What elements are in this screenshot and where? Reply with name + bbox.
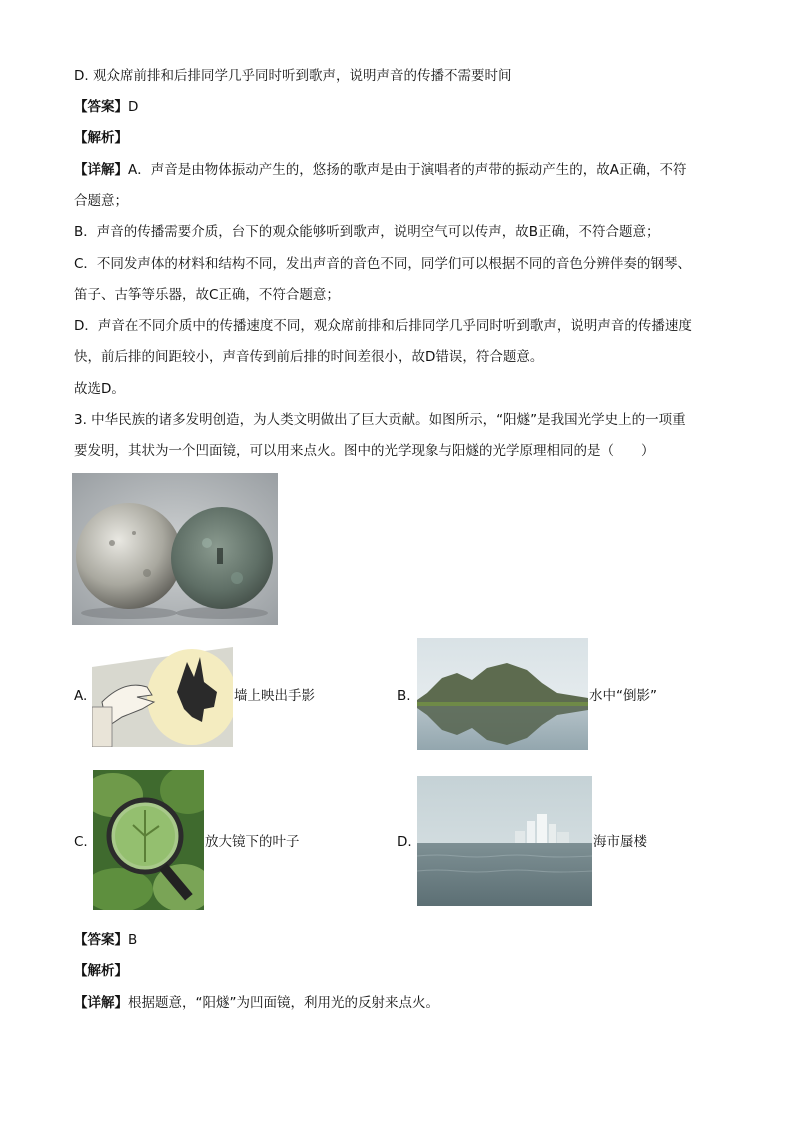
mirage-image: [417, 776, 592, 906]
answer-1: [74, 97, 138, 117]
analysis-label-2: 【解析】: [74, 963, 128, 979]
answer-value: D: [128, 99, 139, 115]
answer-2: [74, 930, 137, 950]
option-c-caption: 放大镜下的叶子: [205, 834, 300, 850]
detail-1-b: B．声音的传播需要介质，台下的观众能够听到歌声，说明空气可以传声，故B正确，不符合题意；: [74, 224, 660, 240]
option-d-previous: D. 观众席前排和后排同学几乎同时听到歌声，说明声音的传播不需要时间: [74, 68, 512, 84]
option-d-caption: 海市蜃楼: [593, 834, 647, 850]
detail-text: A．声音是由物体振动产生的，悠扬的歌声是由于演唱者的声带的振动产生的，故A正确，不符: [128, 162, 687, 178]
question-3-line1: 3. 中华民族的诸多发明创造，为人类文明做出了巨大贡献。如图所示，“阳燧”是我国光学史上的一项重: [74, 412, 686, 428]
detail-1-c-line1: C．不同发声体的材料和结构不同，发出声音的音色不同，同学们可以根据不同的音色分辨伴奏的钢琴、: [74, 256, 691, 272]
answer-label: 【答案】: [74, 932, 128, 948]
option-a-caption: 墙上映出手影: [234, 688, 315, 704]
detail-1-d-line2: 快，前后排的间距较小，声音传到前后排的时间差很小，故D错误，符合题意。: [74, 349, 544, 365]
detail-1-d-line1: D．声音在不同介质中的传播速度不同，观众席前排和后排同学几乎同时听到歌声，说明声音的传播速度: [74, 318, 692, 334]
analysis-label-1: 【解析】: [74, 130, 128, 146]
question-3-line2: 要发明，其状为一个凹面镜，可以用来点火。图中的光学现象与阳燧的光学原理相同的是（ ）: [74, 443, 655, 459]
answer-label: 【答案】: [74, 99, 128, 115]
magnifier-leaf-image: [93, 770, 204, 910]
option-b-letter: B.: [397, 688, 411, 704]
detail-1-c-line2: 笛子、古筝等乐器，故C正确，不符合题意；: [74, 287, 340, 303]
detail-1-a-line2: 合题意；: [74, 193, 128, 209]
option-b-caption: 水中“倒影”: [589, 688, 657, 704]
option-c-letter: C.: [74, 834, 88, 850]
hand-shadow-image: [92, 647, 233, 747]
detail-label: 【详解】: [74, 995, 128, 1011]
yangsui-mirror-image: [72, 473, 278, 625]
option-d-letter: D.: [397, 834, 412, 850]
water-reflection-image: [417, 638, 588, 750]
detail-label: 【详解】: [74, 162, 128, 178]
answer-value: B: [128, 932, 138, 948]
detail-1-a-line1: [74, 160, 686, 180]
option-a-letter: A.: [74, 688, 88, 704]
detail-1-conclusion: 故选D。: [74, 381, 125, 397]
detail-2: [74, 993, 439, 1013]
detail-text: 根据题意，“阳燧”为凹面镜，利用光的反射来点火。: [128, 995, 439, 1011]
